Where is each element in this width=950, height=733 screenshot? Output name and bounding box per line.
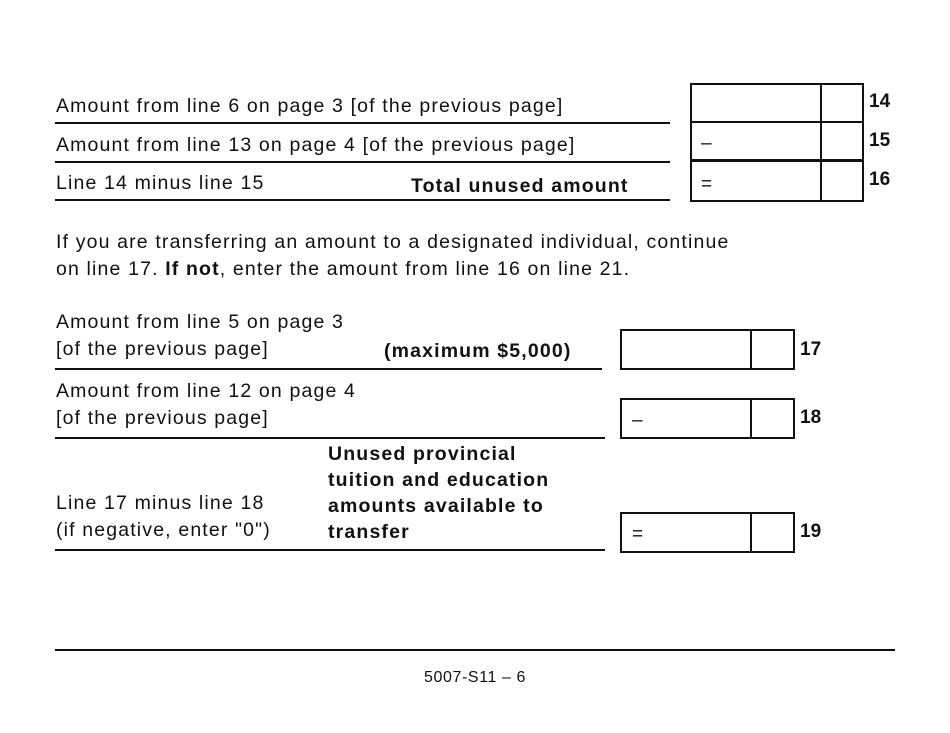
line14-label: Amount from line 6 on page 3 [of the previous page]: [56, 95, 564, 117]
cents-divider: [750, 398, 752, 439]
line19-bold-label-2: tuition and education: [328, 469, 550, 491]
equals-sign: =: [632, 524, 644, 545]
line17-number: 17: [800, 339, 822, 360]
divider: [55, 549, 605, 551]
line16-label: Line 14 minus line 15: [56, 172, 265, 194]
instruction-text: [56, 229, 729, 283]
cents-divider: [750, 329, 752, 370]
line17-amount-field[interactable]: [620, 329, 795, 370]
instruction-text-bold: If not: [165, 258, 220, 280]
cents-divider: [820, 121, 822, 162]
line16-amount-field[interactable]: [690, 159, 864, 202]
line18-label-1: Amount from line 12 on page 4: [56, 380, 357, 402]
line18-number: 18: [800, 407, 822, 428]
line15-label: Amount from line 13 on page 4 [of the previous page]: [56, 134, 576, 156]
instruction-text-b: , enter the amount from line 16 on line 21.: [219, 258, 631, 280]
line17-label-2: [of the previous page]: [56, 338, 269, 360]
line19-bold-label-3: amounts available to: [328, 495, 544, 517]
instruction-line1: If you are transferring an amount to a designated individual, continue: [56, 231, 730, 253]
line14-number: 14: [869, 91, 891, 112]
divider: [55, 122, 670, 124]
line17-bold-label: (maximum $5,000): [384, 340, 572, 362]
form-identifier: 5007-S11 – 6: [423, 669, 527, 686]
line15-number: 15: [869, 130, 891, 151]
equals-sign: =: [701, 174, 713, 195]
line19-bold-label-1: Unused provincial: [328, 443, 517, 465]
cents-divider: [750, 512, 752, 553]
line19-amount-field[interactable]: [620, 512, 795, 553]
minus-sign: –: [701, 133, 712, 154]
divider: [55, 199, 670, 201]
minus-sign: –: [632, 410, 643, 431]
line16-number: 16: [869, 169, 891, 190]
line19-number: 19: [800, 521, 822, 542]
line19-label-2: (if negative, enter "0"): [56, 519, 271, 541]
line19-label-1: Line 17 minus line 18: [56, 492, 265, 514]
instruction-text-a: on line 17.: [56, 258, 166, 280]
instruction-line2: [56, 256, 729, 283]
cents-divider: [820, 160, 822, 202]
divider: [55, 161, 670, 163]
divider: [55, 368, 602, 370]
line17-label-1: Amount from line 5 on page 3: [56, 311, 345, 333]
line18-label-2: [of the previous page]: [56, 407, 269, 429]
line19-bold-label-4: transfer: [328, 521, 410, 543]
cents-divider: [820, 83, 822, 123]
line14-amount-field[interactable]: [690, 83, 864, 123]
line15-amount-field[interactable]: [690, 121, 864, 162]
line16-bold-label: Total unused amount: [411, 175, 629, 197]
line18-amount-field[interactable]: [620, 398, 795, 439]
footer-rule: [55, 649, 895, 651]
divider: [55, 437, 605, 439]
